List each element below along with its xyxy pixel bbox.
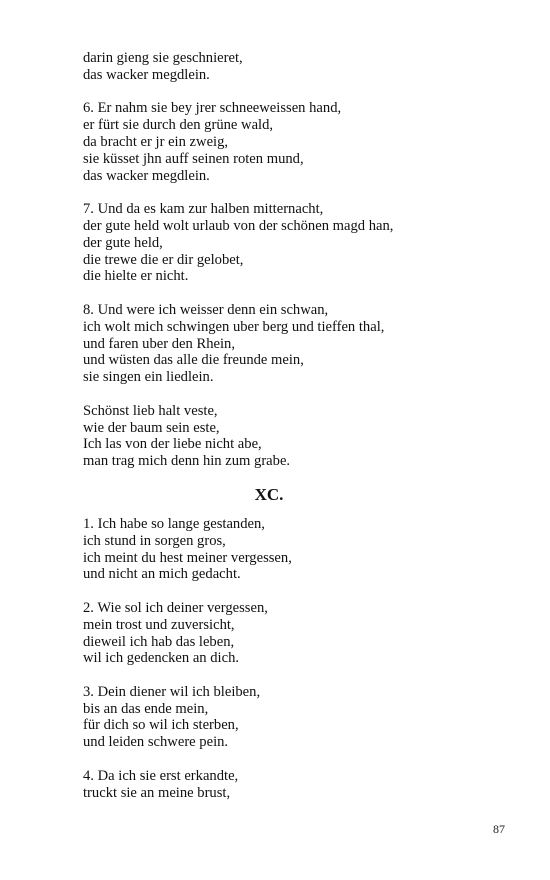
- verse-line: mein trost und zuversicht,: [83, 616, 235, 633]
- stanza: [83, 302, 503, 386]
- stanza: [83, 600, 503, 667]
- stanza: [83, 403, 503, 470]
- stanza: [83, 50, 503, 84]
- verse-line: er fürt sie durch den grüne wald,: [83, 117, 274, 134]
- verse-line: das wacker megdlein.: [83, 66, 210, 83]
- verse-line: bis an das ende mein,: [83, 700, 209, 717]
- stanza: [83, 768, 503, 802]
- stanza: [83, 201, 503, 285]
- verse-line: Schönst lieb halt veste,: [83, 402, 218, 419]
- verse-line: 2. Wie sol ich deiner vergessen,: [83, 599, 268, 616]
- verse-line: und nicht an mich gedacht.: [83, 566, 241, 583]
- page-number: 87: [493, 822, 505, 836]
- poem-section-after: [83, 516, 503, 802]
- stanza: [83, 684, 503, 751]
- poem-text: [83, 50, 503, 818]
- poem-section-before: [83, 50, 503, 470]
- verse-line: sie küsset jhn auff seinen roten mund,: [83, 150, 304, 167]
- verse-line: Ich las von der liebe nicht abe,: [83, 436, 262, 453]
- verse-line: 1. Ich habe so lange gestanden,: [83, 515, 265, 532]
- verse-line: sie singen ein liedlein.: [83, 369, 214, 386]
- verse-line: dieweil ich hab das leben,: [83, 633, 235, 650]
- verse-line: ich wolt mich schwingen uber berg und tieffen thal,: [83, 318, 385, 335]
- verse-line: 7. Und da es kam zur halben mitternacht,: [83, 201, 324, 218]
- stanza: [83, 100, 503, 184]
- verse-line: und faren uber den Rhein,: [83, 335, 235, 352]
- verse-line: ich meint du hest meiner vergessen,: [83, 549, 292, 566]
- verse-line: 6. Er nahm sie bey jrer schneeweissen hand,: [83, 100, 342, 117]
- verse-line: und leiden schwere pein.: [83, 734, 229, 751]
- verse-line: für dich so wil ich sterben,: [83, 717, 239, 734]
- verse-line: und wüsten das alle die freunde mein,: [83, 352, 304, 369]
- verse-line: 8. Und were ich weisser denn ein schwan,: [83, 301, 329, 318]
- stanza: [83, 516, 503, 583]
- verse-line: der gute held wolt urlaub von der schönen magd han,: [83, 217, 394, 234]
- verse-line: 4. Da ich sie erst erkandte,: [83, 767, 239, 784]
- verse-line: der gute held,: [83, 234, 163, 251]
- verse-line: wie der baum sein este,: [83, 419, 220, 436]
- verse-line: da bracht er jr ein zweig,: [83, 133, 229, 150]
- section-heading: XC.: [254, 484, 284, 504]
- verse-line: man trag mich denn hin zum grabe.: [83, 453, 291, 470]
- verse-line: truckt sie an meine brust,: [83, 784, 231, 801]
- verse-line: die hielte er nicht.: [83, 268, 189, 285]
- verse-line: die trewe die er dir gelobet,: [83, 251, 244, 268]
- verse-line: darin gieng sie geschnieret,: [83, 50, 243, 66]
- verse-line: 3. Dein diener wil ich bleiben,: [83, 683, 261, 700]
- verse-line: wil ich gedencken an dich.: [83, 650, 240, 667]
- verse-line: das wacker megdlein.: [83, 167, 210, 184]
- verse-line: ich stund in sorgen gros,: [83, 532, 226, 549]
